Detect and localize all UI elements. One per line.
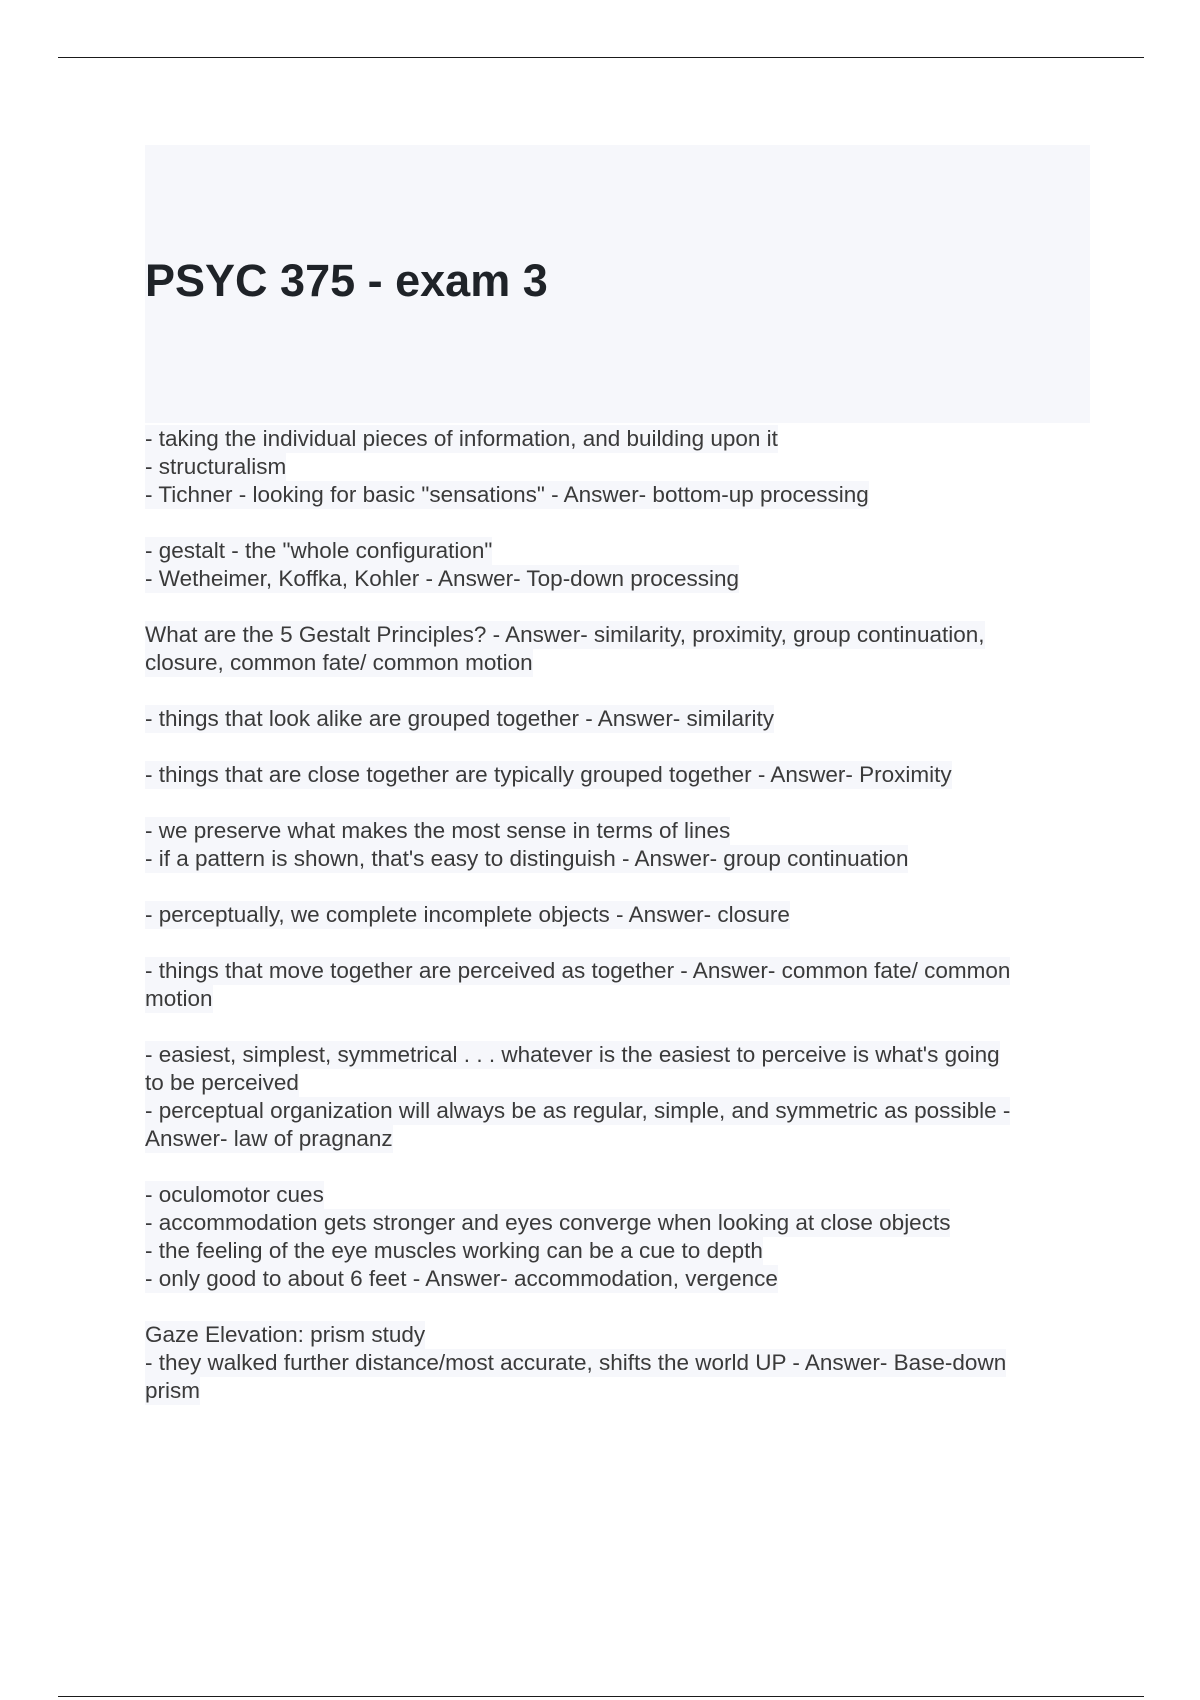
- document-title: PSYC 375 - exam 3: [145, 255, 548, 306]
- flashcard-line: - structuralism: [145, 454, 287, 479]
- flashcard-line: - if a pattern is shown, that's easy to distinguish - Answer- group continuation: [145, 846, 909, 871]
- flashcard-line: - we preserve what makes the most sense in terms of lines: [145, 818, 731, 843]
- flashcard-line: - the feeling of the eye muscles working can be a cue to depth: [145, 1238, 763, 1263]
- flashcard: [145, 761, 1090, 789]
- flashcard-line: - Wetheimer, Koffka, Kohler - Answer- Top-down processing: [145, 566, 740, 591]
- flashcard-line: - things that are close together are typically grouped together - Answer- Proximity: [145, 762, 952, 787]
- flashcard: [145, 425, 1090, 509]
- flashcard: [145, 537, 1090, 593]
- title-block: [145, 145, 1090, 423]
- flashcard-line: to be perceived: [145, 1070, 299, 1095]
- flashcard-line: - accommodation gets stronger and eyes converge when looking at close objects: [145, 1210, 951, 1235]
- flashcard-line: - things that look alike are grouped together - Answer- similarity: [145, 706, 775, 731]
- flashcard: [145, 1041, 1090, 1153]
- flashcard: [145, 957, 1090, 1013]
- bottom-rule: [58, 1696, 1144, 1697]
- flashcard-line: - they walked further distance/most accurate, shifts the world UP - Answer- Base-down: [145, 1350, 1007, 1375]
- flashcard: [145, 817, 1090, 873]
- flashcard-line: prism: [145, 1378, 200, 1403]
- flashcard-line: - gestalt - the "whole configuration": [145, 538, 493, 563]
- flashcard-line: Gaze Elevation: prism study: [145, 1322, 426, 1347]
- flashcard-line: - easiest, simplest, symmetrical . . . whatever is the easiest to perceive is what's going: [145, 1042, 1000, 1067]
- flashcard: [145, 1321, 1090, 1405]
- flashcard-line: - perceptual organization will always be as regular, simple, and symmetric as possible -: [145, 1098, 1011, 1123]
- flashcard: [145, 621, 1090, 677]
- flashcard-line: - perceptually, we complete incomplete objects - Answer- closure: [145, 902, 790, 927]
- top-rule: [58, 57, 1144, 58]
- flashcard-line: - only good to about 6 feet - Answer- accommodation, vergence: [145, 1266, 778, 1291]
- flashcard-line: - taking the individual pieces of information, and building upon it: [145, 426, 778, 451]
- flashcard-line: closure, common fate/ common motion: [145, 650, 533, 675]
- flashcard: [145, 901, 1090, 929]
- flashcard: [145, 1181, 1090, 1293]
- flashcard-line: motion: [145, 986, 213, 1011]
- flashcard-line: - things that move together are perceived as together - Answer- common fate/ common: [145, 958, 1011, 983]
- flashcard-list: [145, 425, 1090, 1433]
- flashcard: [145, 705, 1090, 733]
- flashcard-line: What are the 5 Gestalt Principles? - Answer- similarity, proximity, group continuation,: [145, 622, 985, 647]
- flashcard-line: Answer- law of pragnanz: [145, 1126, 393, 1151]
- flashcard-line: - oculomotor cues: [145, 1182, 324, 1207]
- flashcard-line: - Tichner - looking for basic "sensations" - Answer- bottom-up processing: [145, 482, 869, 507]
